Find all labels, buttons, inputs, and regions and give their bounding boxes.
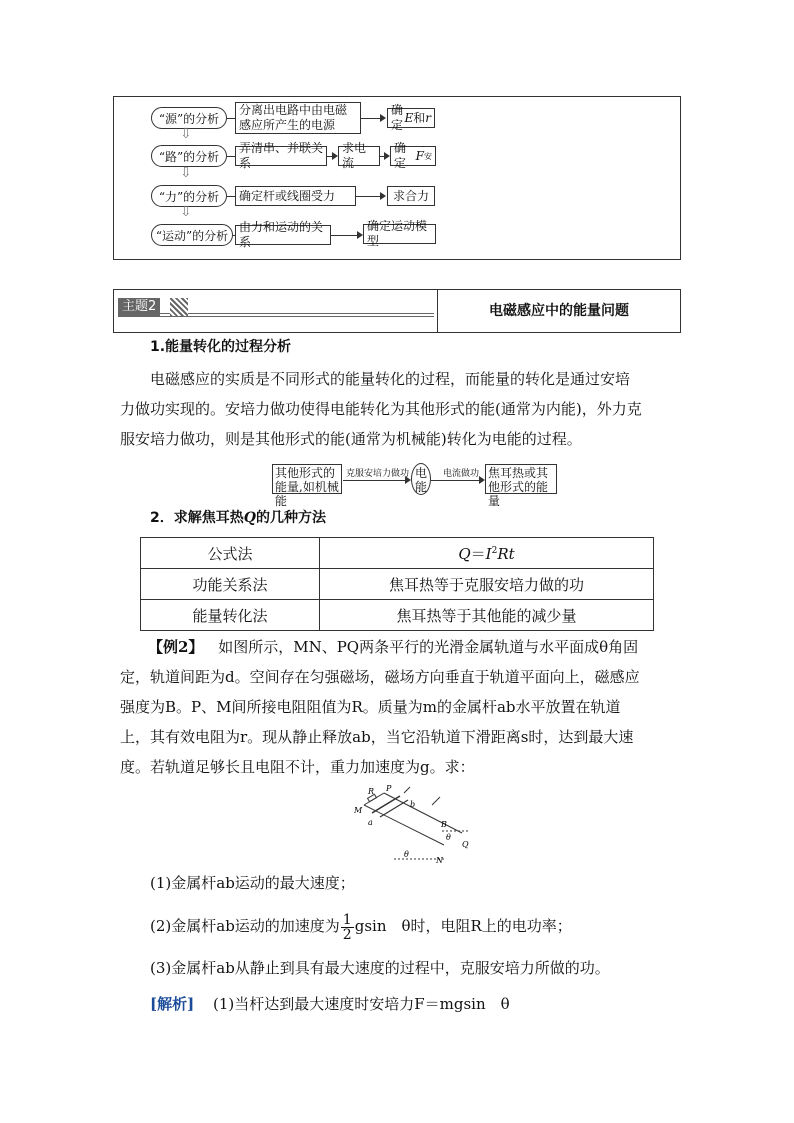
flow-step-force-motion: 由力和运动的关系 (235, 225, 331, 245)
down-arrow-icon: ⇩ (180, 204, 192, 220)
field-arrow (404, 787, 410, 793)
section1-line-1: 电磁感应的实质是不同形式的能量转化的过程，而能量的转化是通过安培 (150, 370, 631, 388)
energy-arrow2 (431, 480, 481, 481)
flow-step-isolate-source: 分离出电路中由电磁感应所产生的电源 (235, 102, 361, 134)
flow-connector (356, 196, 381, 197)
rod-ab (372, 796, 400, 813)
flow-connector (227, 118, 235, 119)
flow-connector (331, 235, 359, 236)
incline-rail-figure (344, 785, 474, 867)
flow-step-find-current: 求电流 (338, 146, 380, 166)
example-line-4: 上，其有效电阻为r。现从静止释放ab，当它沿轨道下滑距离s时，达到最大速 (120, 728, 634, 746)
method-formula: $Q=I^2Rt$ (320, 538, 654, 569)
theme-tag: 主题2 (118, 298, 160, 316)
svg-text:N: N (436, 856, 443, 865)
solution-label: [解析] (150, 995, 195, 1013)
energy-arrow2-label: 电流做功 (443, 469, 480, 479)
example-line-1: 【例2】 如图所示，MN、PQ两条平行的光滑金属轨道与水平面成θ角固 (148, 638, 639, 656)
methods-table (140, 537, 654, 631)
down-arrow-icon: ⇩ (180, 126, 192, 142)
flow-stage-source: “源”的分析 (151, 107, 227, 129)
energy-electric-circle: 电能 (411, 463, 431, 495)
flow-arrow (380, 192, 386, 200)
example-label: 【例2】 (148, 638, 204, 656)
flow-connector (227, 196, 235, 197)
flow-step-series-parallel: 弄清串、并联关系 (235, 146, 327, 166)
flow-connector (361, 118, 381, 119)
table-row (141, 569, 654, 600)
svg-text:θ: θ (404, 850, 409, 859)
example-line-3: 强度为B。P、M间所接电阻阻值为R。质量为m的金属杆ab水平放置在轨道 (120, 698, 621, 716)
svg-text:M: M (354, 806, 363, 815)
energy-arrow1-label: 克服安培力做功 (346, 469, 410, 479)
flow-result-net-force: 求合力 (387, 186, 435, 206)
energy-arrow1 (343, 480, 407, 481)
section2-heading: 2．求解焦耳热Q的几种方法 (150, 510, 326, 526)
analysis-flow-diagram (113, 96, 681, 260)
svg-text:Q: Q (462, 840, 469, 849)
question-3: (3)金属杆ab从静止到具有最大速度的过程中，克服安培力所做的功。 (150, 959, 610, 977)
theme-tag-bar (118, 299, 434, 317)
solution-line: [解析] (1)当杆达到最大速度时安培力F＝mgsin θ (150, 995, 510, 1013)
flow-result-motion-model: 确定运动模型 (363, 224, 436, 244)
svg-text:θ: θ (446, 833, 451, 842)
flow-arrow (380, 114, 386, 122)
section1-line-3: 服安培力做功，则是其他形式的能(通常为机械能)转化为电能的过程。 (120, 430, 582, 448)
flow-stage-circuit: “路”的分析 (151, 145, 227, 167)
section1-heading: 1.能量转化的过程分析 (150, 339, 292, 355)
flow-result-determine-force: 确定 F 安 (390, 146, 436, 166)
method-description: 焦耳热等于其他能的减少量 (320, 600, 654, 631)
example-line-2: 定，轨道间距为d。空间存在匀强磁场，磁场方向垂直于轨道平面向上，磁感应 (120, 668, 640, 686)
method-name: 能量转化法 (141, 600, 320, 631)
method-name: 公式法 (141, 538, 320, 569)
down-arrow-icon: ⇩ (180, 165, 192, 181)
flow-result-determine-e-r: 确定 E 和 r (387, 108, 435, 128)
energy-target-box: 焦耳热或其他形式的能量 (485, 464, 557, 494)
flow-stage-motion: “运动”的分析 (151, 224, 233, 246)
svg-text:R: R (368, 787, 375, 796)
question-2: (2)金属杆ab运动的加速度为 $\frac{1}{2}$ gsin θ时，电阻R上的电功率； (150, 911, 572, 943)
flow-stage-force: “力”的分析 (151, 185, 227, 207)
table-row (141, 600, 654, 631)
svg-text:P: P (386, 785, 392, 793)
flow-connector (227, 156, 235, 157)
theme-header (113, 289, 681, 333)
method-name: 功能关系法 (141, 569, 320, 600)
svg-text:b: b (410, 800, 416, 809)
example-line-5: 度。若轨道足够长且电阻不计，重力加速度为g。求： (120, 758, 475, 776)
table-row (141, 538, 654, 569)
method-description: 焦耳热等于克服安培力做的功 (320, 569, 654, 600)
rod-ab-edge (380, 800, 408, 817)
theme-title: 电磁感应中的能量问题 (489, 303, 629, 319)
question-1: (1)金属杆ab运动的最大速度； (150, 874, 355, 892)
flow-step-determine-forces: 确定杆或线圈受力 (235, 186, 356, 206)
svg-text:B: B (441, 820, 447, 829)
svg-text:a: a (368, 818, 373, 827)
field-arrow-b (432, 797, 440, 805)
section1-line-2: 力做功实现的。安培力做功使得电能转化为其他形式的能(通常为内能)，外力克 (120, 400, 642, 418)
energy-source-box: 其他形式的能量,如机械能 (272, 464, 342, 494)
theme-tag-decoration (170, 298, 188, 316)
fraction-half: $\frac{1}{2}$ (342, 911, 352, 943)
